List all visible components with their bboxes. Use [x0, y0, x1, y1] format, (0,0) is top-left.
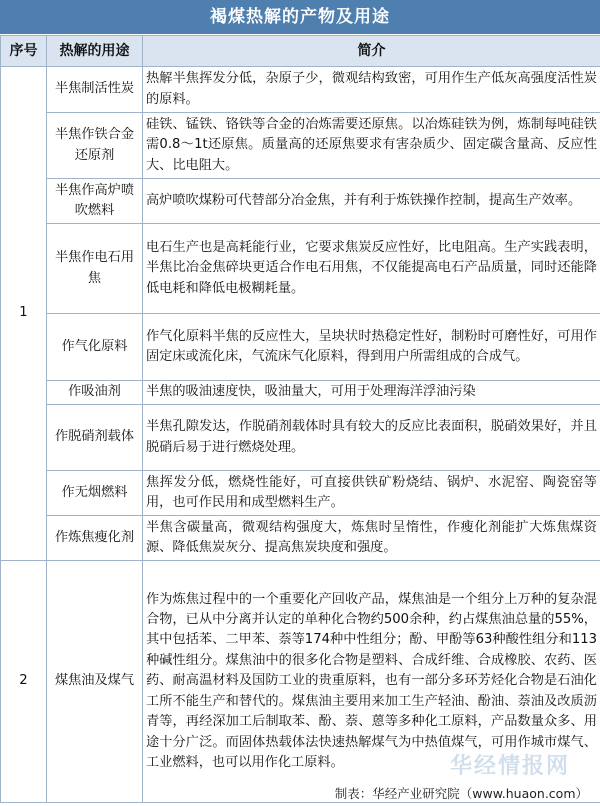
desc-cell: 作气化原料半焦的反应性大，呈块状时热稳定性好，制粉时可磨性好，可用作固定床或流化床，气流床气化原料，得到用户所需组成的合成气。 [143, 314, 600, 381]
use-cell: 作气化原料 [47, 314, 143, 381]
desc-cell: 焦挥发分低，燃烧性能好，可直接供铁矿粉烧结、锅炉、水泥窑、陶瓷窑等用，也可作民用和成型燃料生产。 [143, 471, 600, 516]
table-row [1, 471, 600, 516]
header-use: 热解的用途 [47, 36, 143, 67]
desc-cell: 半焦的吸油速度快，吸油量大，可用于处理海洋浮油污染 [143, 381, 600, 405]
header-desc: 简介 [143, 36, 600, 67]
desc-cell: 作为炼焦过程中的一个重要化产回收产品，煤焦油是一个组分上万种的复杂混合物，已从中分离并认定的单种化合物约500余种，约占煤焦油总量的55%，其中包括苯、二甲苯、萘等174种中性组分；酚、甲酚等63种酸性组分和113种碱性组分。煤焦油中的很多化合物是塑料、合成纤维、合成橡胶、农药、医药、耐高温材料及国防工业的贵重原料，也有一部分多环芳烃化合物是石油化工所不能生产和替代的。煤焦油主要用来加工生产轻油、酚油、萘油及改质沥青等，再经深加工后制取苯、酚、萘、蒽等多种化工原料，产品数量众多、用途十分广泛。而固体热载体法快速热解煤气为中热值煤气，可用作城市煤气、工业燃料，也可以用作化工原料。 [143, 561, 600, 803]
use-cell: 半焦作高炉喷吹燃料 [47, 179, 143, 224]
desc-cell: 高炉喷吹煤粉可代替部分冶金焦，并有利于炼铁操作控制，提高生产效率。 [143, 179, 600, 224]
use-cell: 作吸油剂 [47, 381, 143, 405]
use-cell: 半焦制活性炭 [47, 67, 143, 113]
table-row [1, 516, 600, 561]
desc-cell: 半焦孔隙发达，作脱硝剂载体时具有较大的反应比表面积，脱硝效果好，并且脱硝后易于进行燃烧处理。 [143, 405, 600, 471]
desc-cell: 硅铁、锰铁、铬铁等合金的冶炼需要还原焦。以冶炼硅铁为例，炼制每吨硅铁需0.8～1t还原焦。质量高的还原焦要求有害杂质少、固定碳含量高、反应性大、比电阻大。 [143, 113, 600, 179]
table-row [1, 67, 600, 113]
table-title: 褐煤热解的产物及用途 [0, 0, 600, 34]
header-row [1, 36, 600, 67]
table-row [1, 224, 600, 314]
use-cell: 作炼焦瘦化剂 [47, 516, 143, 561]
use-cell: 作无烟燃料 [47, 471, 143, 516]
products-table [0, 35, 600, 803]
use-cell: 半焦作电石用焦 [47, 224, 143, 314]
desc-cell: 半焦含碳量高，微观结构强度大，炼焦时呈惰性，作瘦化剂能扩大炼焦煤资源、降低焦炭灰分、提高焦炭块度和强度。 [143, 516, 600, 561]
group-seq: 2 [1, 561, 47, 803]
header-seq: 序号 [1, 36, 47, 67]
table-row [1, 314, 600, 381]
group-seq: 1 [1, 67, 47, 561]
desc-cell: 热解半焦挥发分低，杂原子少，微观结构致密，可用作生产低灰高强度活性炭的原料。 [143, 67, 600, 113]
source-note: 制表：华经产业研究院（www.huaon.com） [334, 786, 588, 801]
use-cell: 作脱硝剂载体 [47, 405, 143, 471]
use-cell: 半焦作铁合金还原剂 [47, 113, 143, 179]
table-row [1, 405, 600, 471]
watermark-logo: 华经情报网 [449, 754, 570, 779]
table-row [1, 381, 600, 405]
table-row [1, 179, 600, 224]
desc-cell: 电石生产也是高耗能行业，它要求焦炭反应性好，比电阻高。生产实践表明，半焦比冶金焦碎块更适合作电石用焦，不仅能提高电石产品质量，同时还能降低电耗和降低电极糊耗量。 [143, 224, 600, 314]
use-cell: 煤焦油及煤气 [47, 561, 143, 803]
table-row [1, 113, 600, 179]
